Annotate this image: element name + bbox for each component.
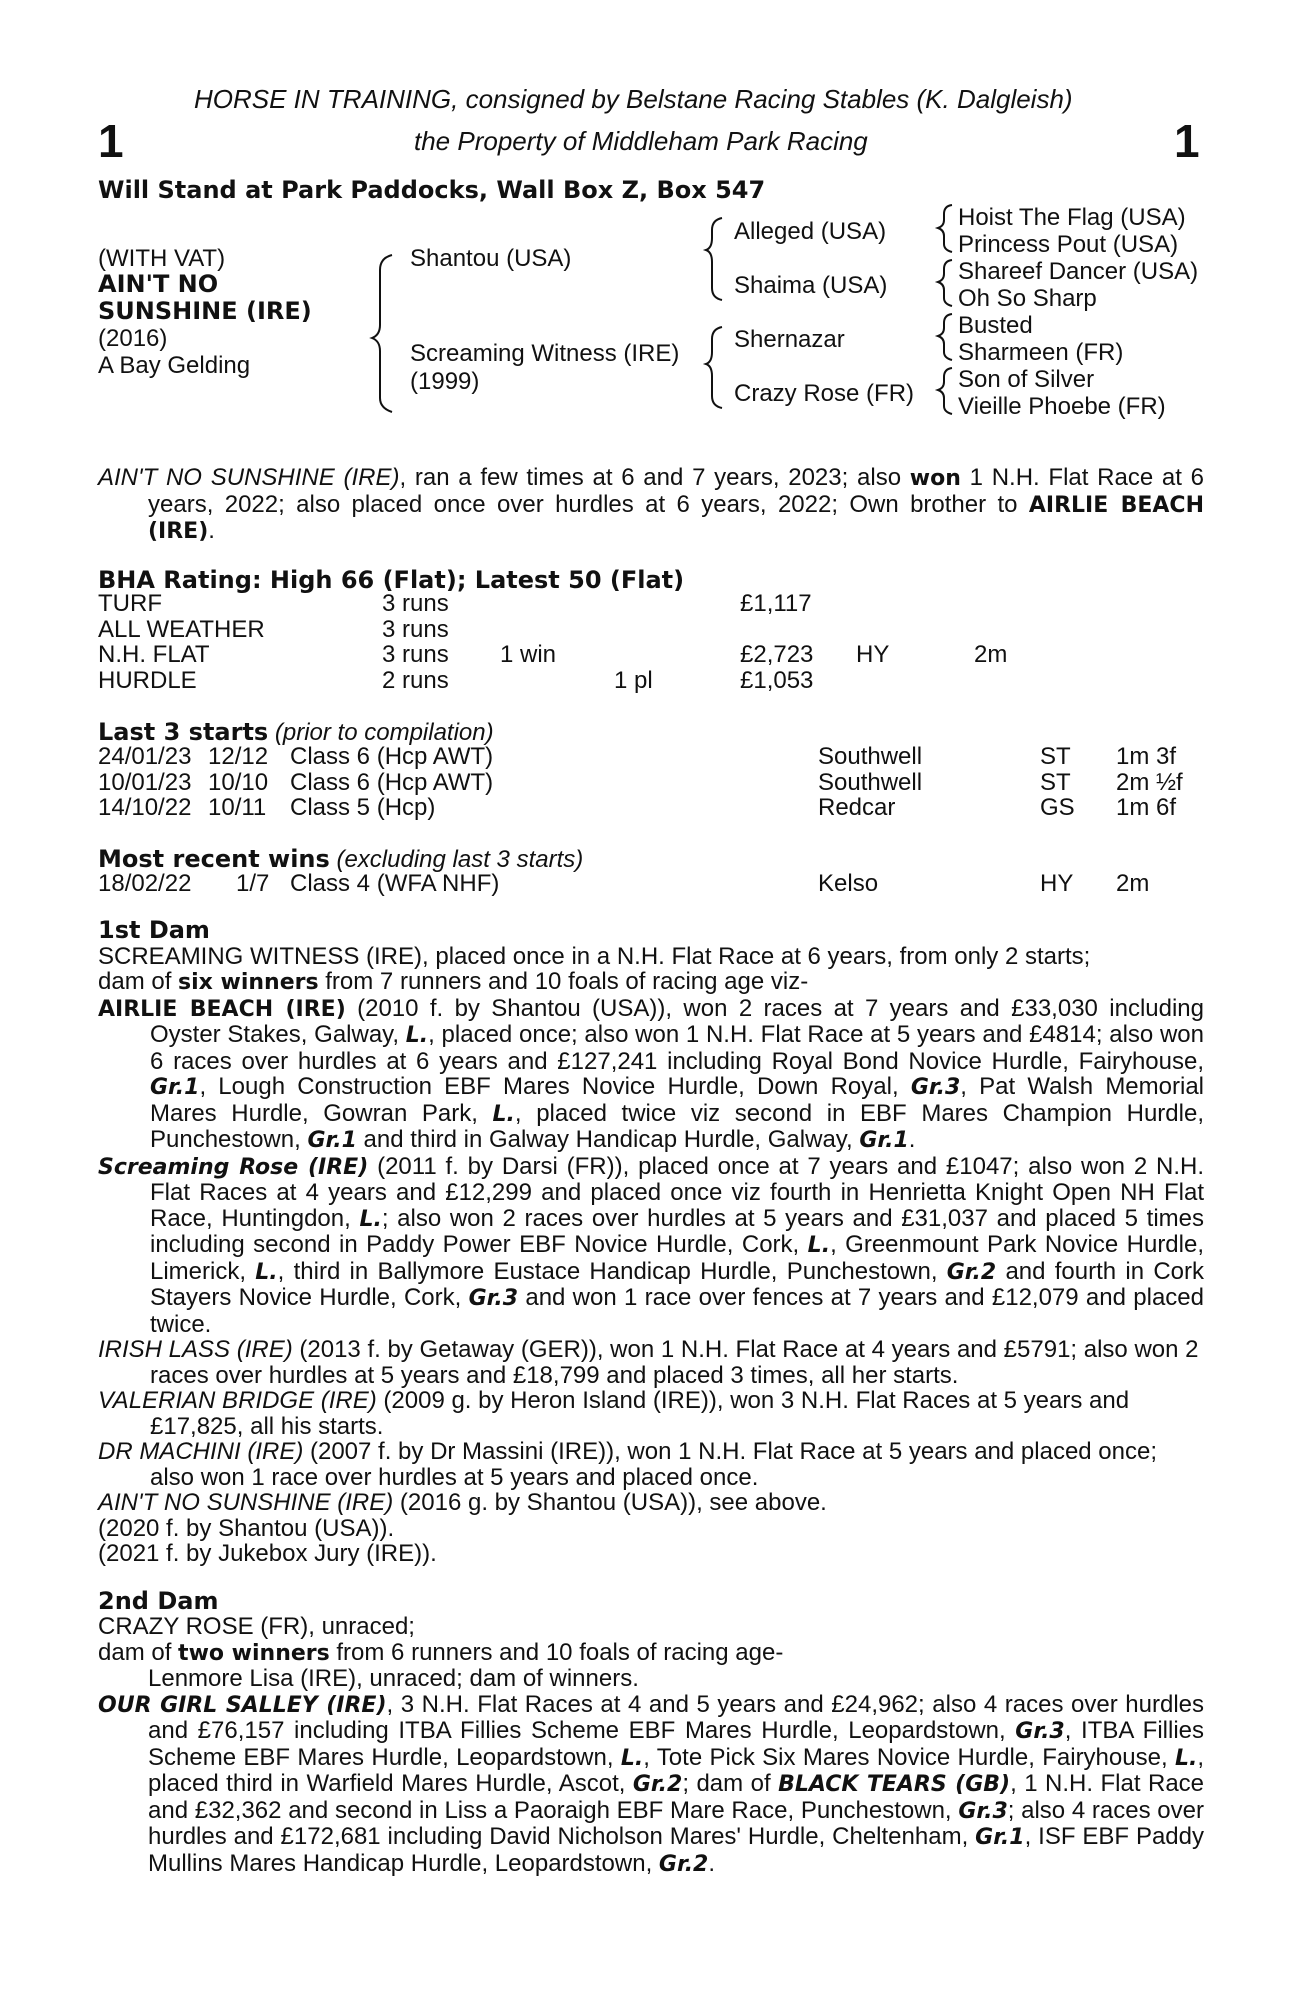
brace-ss <box>938 205 952 252</box>
last3-dist: 1m 6f <box>1116 794 1177 821</box>
progeny-2021: (2021 f. by Jukebox Jury (IRE)). <box>98 1540 437 1567</box>
wins-course: Kelso <box>818 870 879 897</box>
rating-prize: £2,723 <box>740 641 814 668</box>
brace-dd <box>938 368 952 414</box>
summary-brother: AIRLIE BEACH (IRE) <box>148 492 1204 544</box>
summary-block <box>98 465 1204 545</box>
ped-dds: Son of Silver <box>958 366 1095 393</box>
summary-paragraph: AIN'T NO SUNSHINE (IRE), ran a few times at 6 and 7 years, 2023; also won 1 N.H. Flat Race at 6 years, 2022; also placed once over hurdles at 6 years, 2022; Own brother to AIRLIE BEACH (IRE). <box>98 464 1205 544</box>
progeny-our-girl-salley: OUR GIRL SALLEY (IRE), 3 N.H. Flat Races at 4 and 5 years and £24,962; also 4 races over hurdles and £76,157 including ITBA Fillies Scheme EBF Mares Hurdle, Leopardstown, Gr.3, ITBA Fillies Scheme EBF Mares Hurdle, Leopardstown, L., Tote Pick Six Mares Novice Hurdle, Fairyhouse, L., placed third in Warfield Mares Hurdle, Ascot, Gr.2; dam of BLACK TEARS (GB), 1 N.H. Flat Race and £32,362 and second in Liss a Paoraigh EBF Mare Race, Punchestown, Gr.3; also 4 races over hurdles and £172,681 including David Nicholson Mares' Hurdle, Cheltenham, Gr.1, ISF EBF Paddy Mullins Mares Handicap Hurdle, Leopardstown, Gr.2. <box>98 1690 1205 1877</box>
horse-year: (2016) <box>98 325 168 352</box>
lot-number-left: 1 <box>98 115 124 167</box>
header-line-1: HORSE IN TRAINING, consigned by Belstane Racing Stables (K. Dalgleish) <box>194 84 1073 114</box>
wins-going: HY <box>1040 870 1074 897</box>
rating-runs: 3 runs <box>382 590 449 617</box>
last3-pos: 10/11 <box>208 794 267 821</box>
last3-cls: Class 6 (Hcp AWT) <box>290 743 494 770</box>
first-dam-title: 1st Dam <box>98 916 210 944</box>
rating-title: BHA Rating: High 66 (Flat); Latest 50 (Flat) <box>98 566 685 594</box>
horse-name-line1: AIN'T NO <box>98 270 219 298</box>
last3-pos: 12/12 <box>208 743 269 770</box>
progeny-screaming-rose: Screaming Rose (IRE) (2011 f. by Darsi (FR)), placed once at 7 years and £1047; also won 2 N.H. Flat Races at 4 years and £12,299 and placed once viz fourth in Henrietta Knight Open NH Flat Race, Huntingdon, L.; also won 2 races over hurdles at 5 years and £31,037 and placed 5 times including second in Paddy Power EBF Novice Hurdle, Cork, L., Greenmount Park Novice Hurdle, Limerick, L., third in Ballymore Eustace Handicap Hurdle, Punchestown, Gr.2 and fourth in Cork Stayers Novice Hurdle, Cork, Gr.3 and won 1 race over fences at 7 years and £12,079 and placed twice. <box>98 1152 1205 1338</box>
brace-gen1 <box>372 255 392 412</box>
ped-dam-dam: Crazy Rose (FR) <box>734 380 915 407</box>
second-dam-title: 2nd Dam <box>98 1586 219 1615</box>
second-dam-lenmore: Lenmore Lisa (IRE), unraced; dam of winners. <box>148 1665 639 1692</box>
last3-date: 14/10/22 <box>98 794 192 821</box>
last3-pos: 10/10 <box>208 768 269 796</box>
ped-sds: Shareef Dancer (USA) <box>958 258 1199 285</box>
last3-date: 10/01/23 <box>98 768 192 796</box>
last3-course: Redcar <box>818 794 896 821</box>
lot-number-right: 1 <box>1174 115 1200 167</box>
ped-dsd: Sharmeen (FR) <box>958 339 1124 366</box>
ped-ssd: Princess Pout (USA) <box>958 231 1179 258</box>
rating-type: N.H. FLAT <box>98 641 210 668</box>
horse-description: A Bay Gelding <box>98 352 251 379</box>
ped-sire-sire: Alleged (USA) <box>734 218 887 245</box>
last3-going: ST <box>1040 768 1071 796</box>
vat-note: (WITH VAT) <box>98 245 226 272</box>
rating-runs: 3 runs <box>382 615 449 643</box>
rating-type: ALL WEATHER <box>98 615 265 643</box>
progeny-irish-lass: IRISH LASS (IRE) (2013 f. by Getaway (GER)), won 1 N.H. Flat Race at 4 years and £5791; also won 2 races over hurdles at 5 years and £18,799 and placed 3 times, all her starts. <box>98 1336 1199 1389</box>
rating-runs: 2 runs <box>382 666 449 694</box>
first-dam-line2: dam of six winners from 7 runners and 10 foals of racing age viz- <box>98 968 809 995</box>
progeny-aint-no-sunshine: AIN'T NO SUNSHINE (IRE) (2016 g. by Shantou (USA)), see above. <box>98 1489 827 1516</box>
last3-course: Southwell <box>818 768 923 796</box>
wins-dist: 2m <box>1116 870 1150 897</box>
wins-pos: 1/7 <box>236 870 270 897</box>
ped-dam-year: (1999) <box>410 368 480 395</box>
wins-cls: Class 4 (WFA NHF) <box>290 870 500 897</box>
last3-dist: 1m 3f <box>1116 743 1177 770</box>
rating-dist: 2m <box>974 641 1008 668</box>
progeny-valerian-bridge: VALERIAN BRIDGE (IRE) (2009 g. by Heron Island (IRE)), won 3 N.H. Flat Races at 5 years and £17,825, all his starts. <box>98 1387 1130 1440</box>
rating-runs: 3 runs <box>382 641 449 668</box>
last3-cls: Class 6 (Hcp AWT) <box>290 768 494 796</box>
first-dam-line1: SCREAMING WITNESS (IRE), placed once in a N.H. Flat Race at 6 years, from only 2 starts; <box>98 942 1091 970</box>
progeny-2020: (2020 f. by Shantou (USA)). <box>98 1514 395 1542</box>
first-dam-section <box>98 918 1204 1877</box>
ped-dss: Busted <box>958 312 1033 339</box>
stand-location: Will Stand at Park Paddocks, Wall Box Z, Box 547 <box>98 176 766 204</box>
wins-date: 18/02/22 <box>98 870 192 897</box>
last3-course: Southwell <box>818 743 923 770</box>
brace-sire <box>706 218 722 300</box>
rating-pl: 1 pl <box>614 666 653 694</box>
brace-ds <box>938 314 952 360</box>
brace-sd <box>938 260 952 306</box>
last3-dist: 2m ½f <box>1116 768 1183 796</box>
last3-going: ST <box>1040 743 1071 770</box>
horse-name-line2: SUNSHINE (IRE) <box>98 297 312 325</box>
wins-heading: Most recent wins (excluding last 3 starts) <box>98 845 584 873</box>
rating-prize: £1,053 <box>740 666 814 694</box>
last3-heading: Last 3 starts (prior to compilation) <box>98 718 494 746</box>
last3-going: GS <box>1040 794 1075 821</box>
ped-sire: Shantou (USA) <box>410 245 572 272</box>
rating-type: HURDLE <box>98 666 197 694</box>
second-dam-line1: CRAZY ROSE (FR), unraced; <box>98 1613 415 1640</box>
ped-sss: Hoist The Flag (USA) <box>958 204 1186 231</box>
rating-going: HY <box>856 641 890 668</box>
header-line-2: the Property of Middleham Park Racing <box>414 126 868 156</box>
brace-dam <box>706 327 722 408</box>
progeny-dr-machini: DR MACHINI (IRE) (2007 f. by Dr Massini (IRE)), won 1 N.H. Flat Race at 5 years and placed once; also won 1 race over hurdles at 5 years and placed once. <box>98 1438 1158 1491</box>
last3-cls: Class 5 (Hcp) <box>290 794 436 821</box>
ped-dam-sire: Shernazar <box>734 326 845 353</box>
ped-sdd: Oh So Sharp <box>958 285 1097 312</box>
rating-type: TURF <box>98 590 162 617</box>
rating-wins: 1 win <box>500 641 557 668</box>
rating-prize: £1,117 <box>740 590 812 617</box>
summary-horse-name: AIN'T NO SUNSHINE (IRE) <box>98 464 400 491</box>
last3-date: 24/01/23 <box>98 743 192 770</box>
ped-ddd: Vieille Phoebe (FR) <box>958 393 1166 420</box>
progeny-airlie-beach: AIRLIE BEACH (IRE) (2010 f. by Shantou (USA)), won 2 races at 7 years and £33,030 including Oyster Stakes, Galway, L., placed once; also won 1 N.H. Flat Race at 5 years and £4814; also won 6 races over hurdles at 6 years and £127,241 including Royal Bond Novice Hurdle, Fairyhouse, Gr.1, Lough Construction EBF Mares Novice Hurdle, Down Royal, Gr.3, Pat Walsh Memorial Mares Hurdle, Gowran Park, L., placed twice viz second in EBF Mares Champion Hurdle, Punchestown, Gr.1 and third in Galway Handicap Hurdle, Galway, Gr.1. <box>98 994 1204 1153</box>
ped-dam: Screaming Witness (IRE) <box>410 340 680 367</box>
ped-sire-dam: Shaima (USA) <box>734 272 888 299</box>
second-dam-line2: dam of two winners from 6 runners and 10 foals of racing age- <box>98 1638 784 1666</box>
